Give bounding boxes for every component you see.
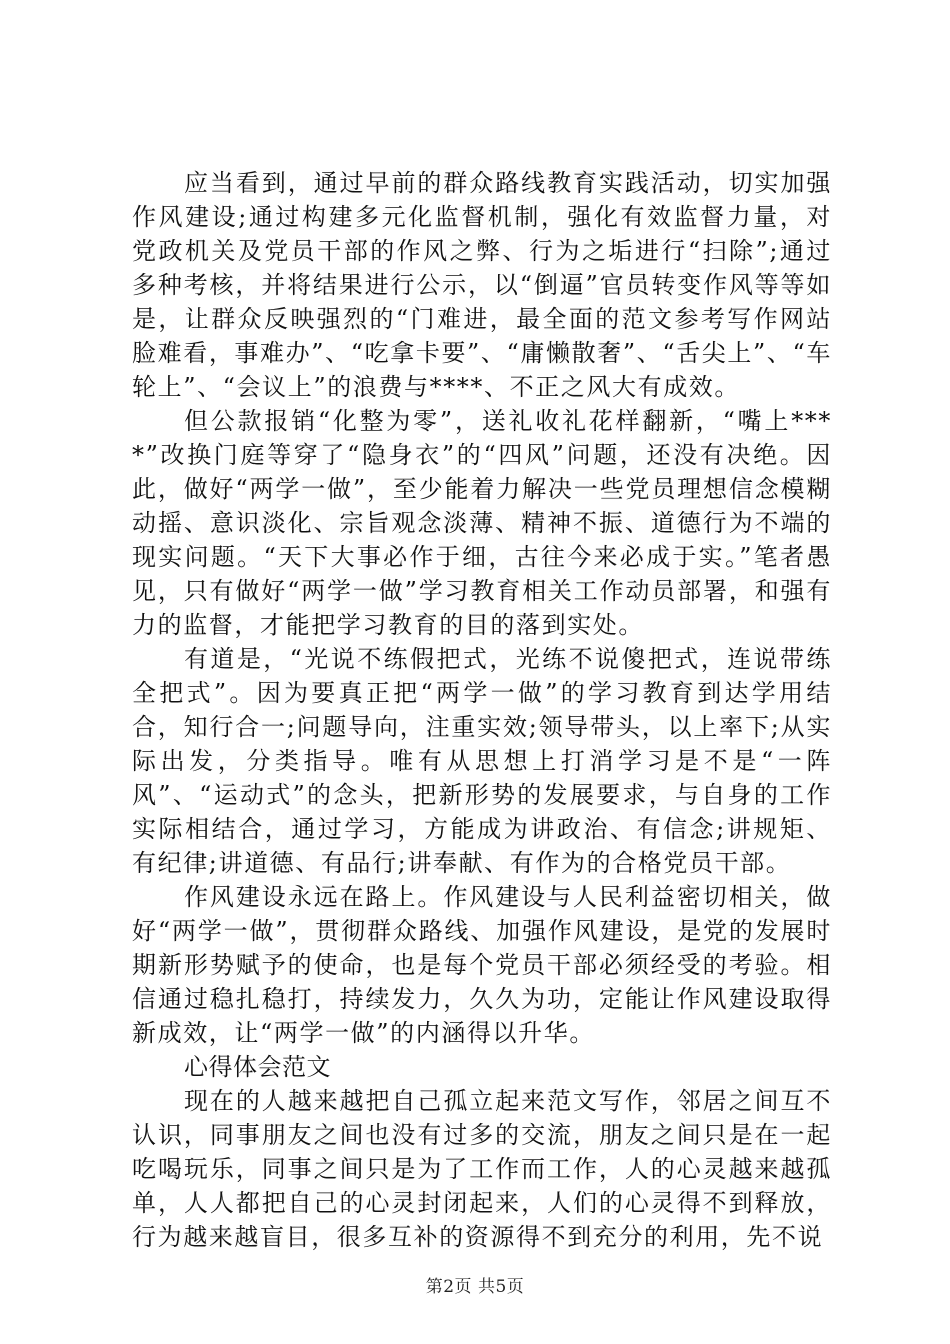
paragraph-4: 作风建设永远在路上。作风建设与人民利益密切相关，做好“两学一做”，贯彻群众路线、加强作风建设，是党的发展时期新形势赋予的使命，也是每个党员干部必须经受的考验。相信通过稳扎稳打，持续发力，久久为功，定能让作风建设取得新成效，让“两学一做”的内涵得以升华。 — [132, 883, 832, 1047]
paragraph-2: 但公款报销“化整为零”，送礼收礼花样翻新，“嘴上****”改换门庭等穿了“隐身衣”的“四风”问题，还没有决绝。因此，做好“两学一做”，至少能着力解决一些党员理想信念模糊动摇、意识淡化、宗旨观念淡薄、精神不振、道德行为不端的现实问题。“天下大事必作于细，古往今来必成于实。”笔者愚见，只有做好“两学一做”学习教育相关工作动员部署，和强有力的监督，才能把学习教育的目的落到实处。 — [132, 407, 832, 639]
page-footer: 第2页 共5页 — [425, 1277, 525, 1297]
paragraph-3: 有道是，“光说不练假把式，光练不说傻把式，连说带练全把式”。因为要真正把“两学一做”的学习教育到达学用结合，知行合一;问题导向，注重实效;领导带头，以上率下;从实际出发，分类指导。唯有从思想上打消学习是不是“一阵风”、“运动式”的念头，把新形势的发展要求，与自身的工作实际相结合，通过学习，方能成为讲政治、有信念;讲规矩、有纪律;讲道德、有品行;讲奉献、有作为的合格党员干部。 — [132, 645, 832, 877]
paragraph-5: 现在的人越来越把自己孤立起来范文写作，邻居之间互不认识，同事朋友之间也没有过多的交流，朋友之间只是在一起吃喝玩乐，同事之间只是为了工作而工作，人的心灵越来越孤单，人人都把自己的心灵封闭起来，人们的心灵得不到释放，行为越来越盲目，很多互补的资源得不到充分的利用，先不说 — [132, 1087, 832, 1251]
body-text — [132, 166, 832, 1254]
section-heading: 心得体会范文 — [184, 1053, 331, 1081]
paragraph-1: 应当看到，通过早前的群众路线教育实践活动，切实加强作风建设;通过构建多元化监督机制，强化有效监督力量，对党政机关及党员干部的作风之弊、行为之垢进行“扫除”;通过多种考核，并将结果进行公示，以“倒逼”官员转变作风等等如是，让群众反映强烈的“门难进，最全面的范文参考写作网站脸难看，事难办”、“吃拿卡要”、“庸懒散奢”、“舌尖上”、“车轮上”、“会议上”的浪费与****、不正之风大有成效。 — [132, 169, 832, 401]
